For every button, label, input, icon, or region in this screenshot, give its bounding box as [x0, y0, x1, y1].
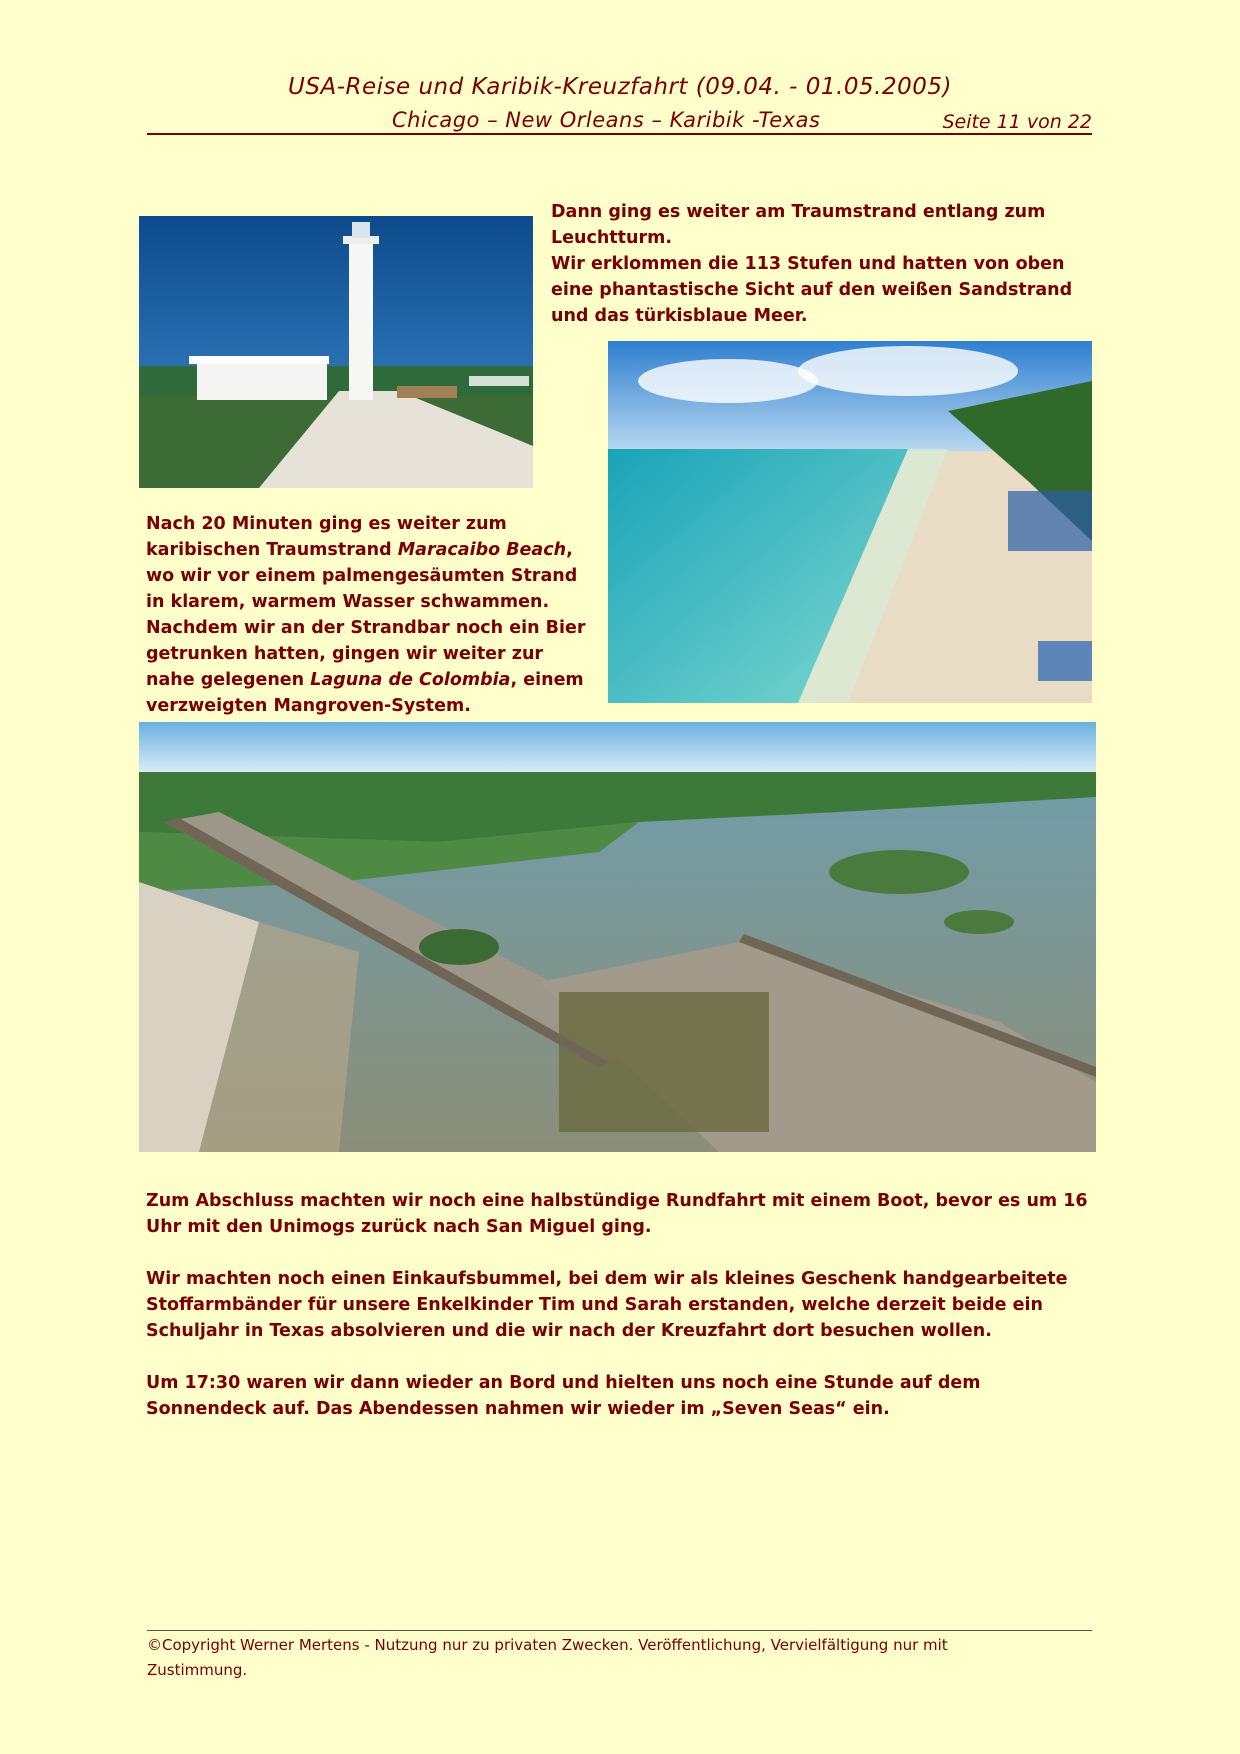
- paragraph-maracaibo-part1: Nach 20 Minuten ging es weiter zum karibischen Traumstrand: [146, 514, 507, 560]
- footer-divider: [147, 1630, 1092, 1631]
- place-maracaibo-beach: Maracaibo Beach: [397, 540, 567, 560]
- lighthouse-photo: [139, 216, 533, 488]
- page-number: Seite 11 von 22: [942, 111, 1092, 133]
- lagoon-boardwalk-photo: [139, 722, 1096, 1152]
- paragraph-maracaibo-part3: , einem verzweigten Mangroven-System.: [146, 670, 584, 716]
- document-title: USA-Reise und Karibik-Kreuzfahrt (09.04. - 01.05.2005): [288, 74, 952, 100]
- paragraph-lighthouse-line2: Wir erklommen die 113 Stufen und hatten von oben eine phantastische Sicht auf den weißen Sandstrand und das türkisblaue Meer.: [551, 254, 1073, 326]
- place-laguna-de-colombia: Laguna de Colombia: [310, 670, 511, 690]
- paragraph-maracaibo: [146, 511, 592, 719]
- paragraph-lighthouse-line1: Dann ging es weiter am Traumstrand entlang zum Leuchtturm.: [551, 202, 1046, 248]
- paragraph-evening: Um 17:30 waren wir dann wieder an Bord und hielten uns noch eine Stunde auf dem Sonnendeck auf. Das Abendessen nahmen wir wieder im „Seven Seas“ ein.: [146, 1373, 981, 1419]
- beach-photo: [608, 341, 1092, 703]
- paragraph-shopping: Wir machten noch einen Einkaufsbummel, bei dem wir als kleines Geschenk handgearbeitete Stoffarmbänder für unsere Enkelkinder Tim und Sarah erstanden, welche derzeit beide ein Schuljahr in Texas absolvieren und die wir nach der Kreuzfahrt dort besuchen wollen.: [146, 1269, 1068, 1341]
- document-subtitle: Chicago – New Orleans – Karibik -Texas: [392, 108, 821, 132]
- header-divider: [147, 133, 1092, 135]
- paragraph-boat-tour: Zum Abschluss machten wir noch eine halbstündige Rundfahrt mit einem Boot, bevor es um 16 Uhr mit den Unimogs zurück nach San Miguel ging.: [146, 1191, 1088, 1237]
- paragraph-maracaibo-part2: , wo wir vor einem palmengesäumten Strand in klarem, warmem Wasser schwammen. Nachdem wir an der Strandbar noch ein Bier getrunken hatten, gingen wir weiter zur nahe gelegenen: [146, 540, 586, 690]
- footer-copyright: ©Copyright Werner Mertens - Nutzung nur zu privaten Zwecken. Veröffentlichung, Vervielfältigung nur mit Zustimmung.: [147, 1636, 948, 1679]
- paragraph-lighthouse: [551, 199, 1091, 329]
